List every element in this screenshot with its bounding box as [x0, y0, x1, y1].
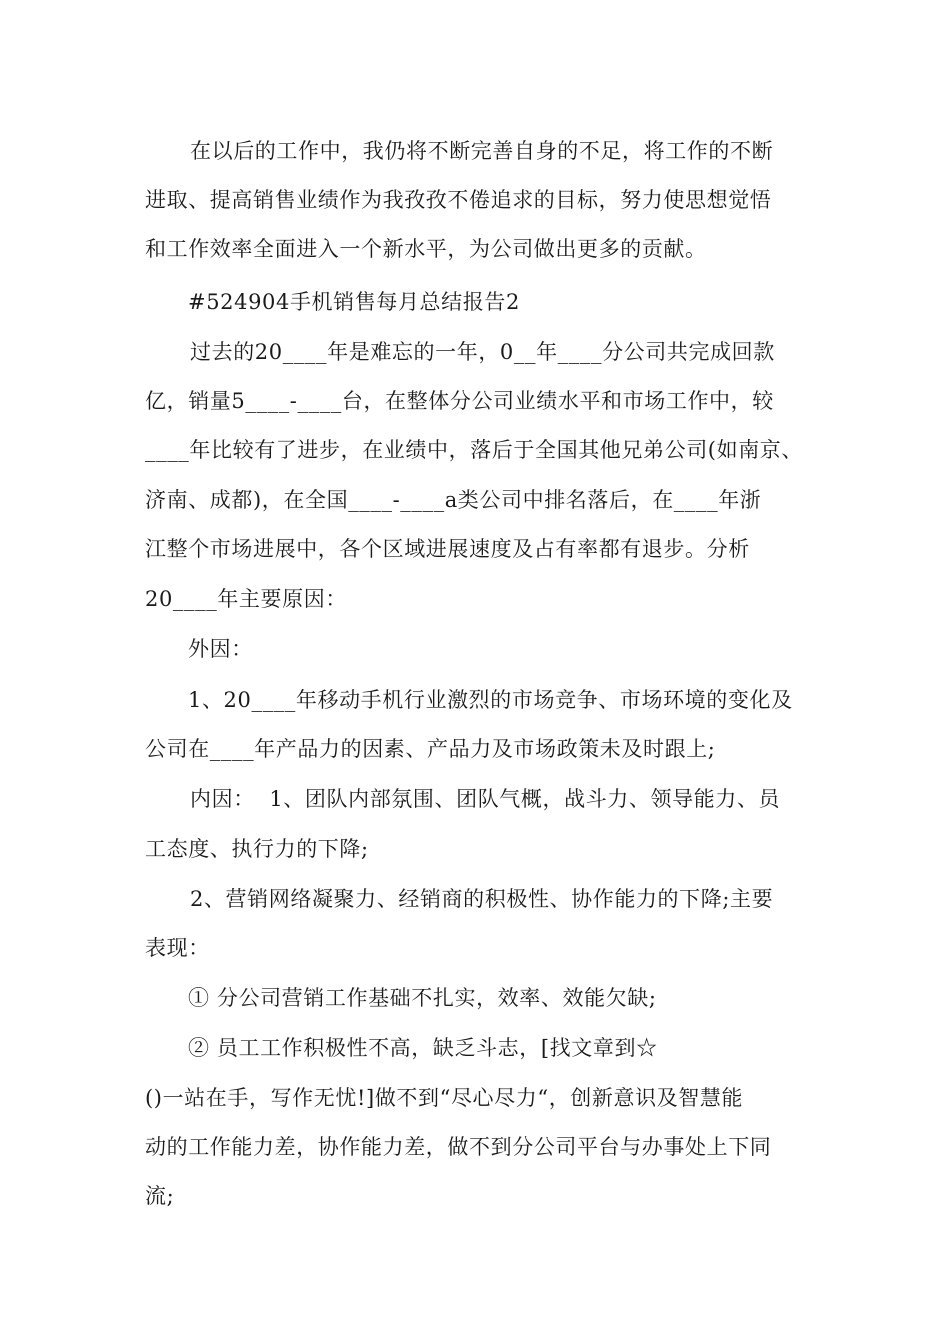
paragraph-line: 20____年主要原因：: [145, 587, 347, 611]
list-item: ② 员工工作积极性不高，缺乏斗志，[找文章到☆: [188, 1036, 658, 1060]
paragraph-line: 过去的20____年是难忘的一年，0__年____分公司共完成回款: [190, 340, 775, 364]
paragraph-line: 进取、提高销售业绩作为我孜孜不倦追求的目标，努力使思想觉悟: [145, 188, 772, 212]
paragraph-line: 工态度、执行力的下降;: [145, 837, 369, 861]
paragraph-line: 和工作效率全面进入一个新水平，为公司做出更多的贡献。: [145, 237, 707, 261]
paragraph-line: 江整个市场进展中，各个区域进展速度及占有率都有退步。分析: [145, 537, 750, 561]
section-heading: #524904手机销售每月总结报告2: [188, 290, 520, 314]
paragraph-line: 流;: [145, 1184, 175, 1208]
paragraph-line: ____年比较有了进步，在业绩中，落后于全国其他兄弟公司(如南京、: [145, 438, 803, 462]
paragraph-line: 内因： 1、团队内部氛围、团队气概，战斗力、领导能力、员: [190, 787, 781, 811]
list-item: ① 分公司营销工作基础不扎实，效率、效能欠缺;: [188, 986, 657, 1010]
paragraph-line: 在以后的工作中，我仍将不断完善自身的不足，将工作的不断: [190, 139, 774, 163]
paragraph-line: 动的工作能力差，协作能力差，做不到分公司平台与办事处上下同: [145, 1135, 772, 1159]
paragraph-line: 表现：: [145, 936, 210, 960]
paragraph-line: 亿，销量5____-____台，在整体分公司业绩水平和市场工作中，较: [145, 389, 774, 413]
paragraph-line: 1、20____年移动手机行业激烈的市场竞争、市场环境的变化及: [188, 688, 793, 712]
paragraph-line: 公司在____年产品力的因素、产品力及市场政策未及时跟上;: [145, 737, 716, 761]
paragraph-line: 济南、成都)，在全国____-____a类公司中排名落后，在____年浙: [145, 488, 762, 512]
paragraph-line: 2、营销网络凝聚力、经销商的积极性、协作能力的下降;主要: [190, 887, 774, 911]
paragraph-line: ()一站在手，写作无忧!]做不到“尽心尽力“，创新意识及智慧能: [145, 1086, 744, 1110]
paragraph-line: 外因：: [188, 637, 253, 661]
